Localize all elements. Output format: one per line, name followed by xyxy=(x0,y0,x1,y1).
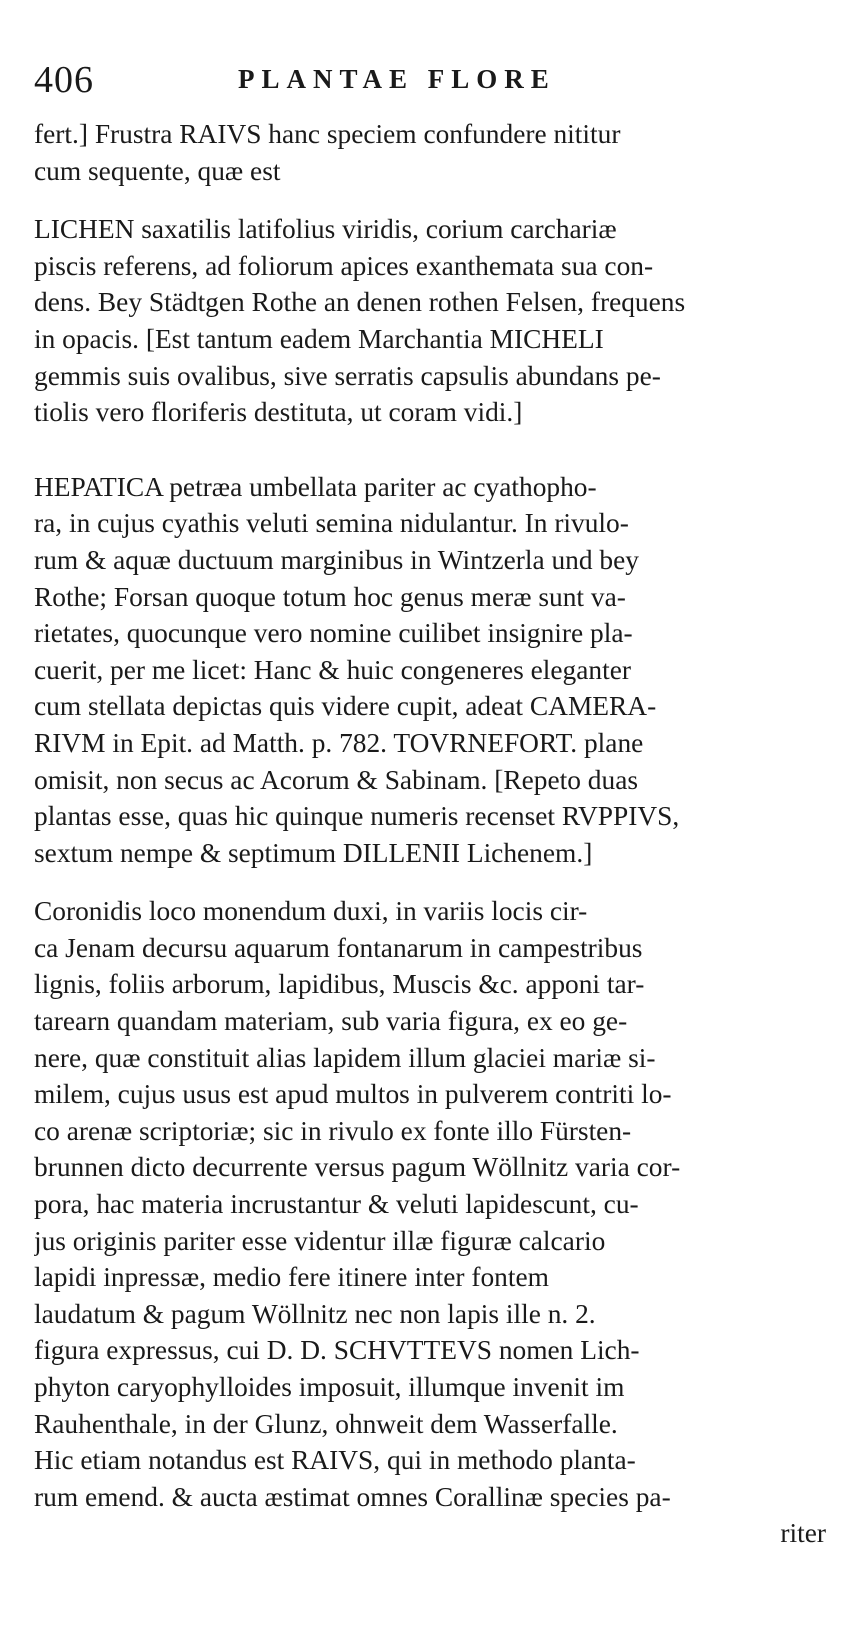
text-line: gemmis suis ovalibus, sive serratis capsulis abundans pe- xyxy=(34,360,661,391)
text-line: tarearn quandam materiam, sub varia figura, ex eo ge- xyxy=(34,1006,628,1037)
text-line: cum sequente, quæ est xyxy=(34,155,281,186)
running-head: PLANTAE FLORE xyxy=(238,64,556,94)
text-line: figura expressus, cui D. D. SCHVTTEVS nomen Lich- xyxy=(34,1335,640,1366)
text-line: Rothe; Forsan quoque totum hoc genus meræ sunt va- xyxy=(34,581,626,612)
text-line: RIVM in Epit. ad Matth. p. 782. TOVRNEFORT. plane xyxy=(34,727,644,758)
paragraph-lichen xyxy=(34,211,826,431)
text-line: Coronidis loco monendum duxi, in variis locis cir- xyxy=(34,896,588,927)
text-line: LICHEN saxatilis latifolius viridis, corium carchariæ xyxy=(34,214,617,245)
text-line: dens. Bey Städtgen Rothe an denen rothen Felsen, frequens xyxy=(34,287,686,318)
text-line: co arenæ scriptoriæ; sic in rivulo ex fonte illo Fürsten- xyxy=(34,1115,632,1146)
text-line: lignis, foliis arborum, lapidibus, Muscis &c. apponi tar- xyxy=(34,969,645,1000)
text-line: in opacis. [Est tantum eadem Marchantia MICHELI xyxy=(34,323,604,354)
paragraph-intro xyxy=(34,116,826,189)
text-line: rum & aquæ ductuum marginibus in Wintzerla und bey xyxy=(34,544,639,575)
text-line: milem, cujus usus est apud multos in pulverem contriti lo- xyxy=(34,1079,672,1110)
text-line: omisit, non secus ac Acorum & Sabinam. [Repeto duas xyxy=(34,764,639,795)
text-line: brunnen dicto decurrente versus pagum Wöllnitz varia cor- xyxy=(34,1152,681,1183)
text-line: Rauhenthale, in der Glunz, ohnweit dem Wasserfalle. xyxy=(34,1408,618,1439)
text-line: cuerit, per me licet: Hanc & huic congeneres eleganter xyxy=(34,654,631,685)
text-line: plantas esse, quas hic quinque numeris recenset RVPPIVS, xyxy=(34,801,680,832)
text-line: rietates, quocunque vero nomine cuilibet insignire pla- xyxy=(34,618,633,649)
text-line: tiolis vero floriferis destituta, ut coram vidi.] xyxy=(34,397,523,428)
text-line: phyton caryophylloides imposuit, illumque invenit im xyxy=(34,1372,625,1402)
page-header xyxy=(34,58,826,116)
text-line: rum emend. & aucta æstimat omnes Corallinæ species pa- xyxy=(34,1481,671,1512)
text-line: pora, hac materia incrustantur & veluti lapidescunt, cu- xyxy=(34,1189,639,1220)
text-line: Hic etiam notandus est RAIVS, qui in methodo planta- xyxy=(34,1445,636,1476)
text-line: laudatum & pagum Wöllnitz nec non lapis ille n. 2. xyxy=(34,1298,596,1329)
text-line: cum stellata depictas quis videre cupit, adeat CAMERA- xyxy=(34,691,657,722)
text-line: HEPATICA petræa umbellata pariter ac cyathopho- xyxy=(34,471,597,502)
text-line: fert.] Frustra RAIVS hanc speciem confundere nititur xyxy=(34,119,621,149)
text-line: lapidi inpressæ, medio fere itinere inter fontem xyxy=(34,1262,549,1293)
text-line: jus originis pariter esse videntur illæ figuræ calcario xyxy=(34,1225,606,1256)
text-line: ra, in cujus cyathis veluti semina nidulantur. In rivulo- xyxy=(34,508,629,539)
paragraph-coronidis xyxy=(34,893,826,1552)
text-line: piscis referens, ad foliorum apices exanthemata sua con- xyxy=(34,250,654,281)
text-line: ca Jenam decursu aquarum fontanarum in campestribus xyxy=(34,932,643,963)
catchword: riter xyxy=(780,1518,826,1549)
text-line: nere, quæ constituit alias lapidem illum glaciei mariæ si- xyxy=(34,1042,656,1073)
page-number: 406 xyxy=(34,59,94,101)
paragraph-hepatica xyxy=(34,469,826,872)
text-line: sextum nempe & septimum DILLENII Lichenem.] xyxy=(34,837,593,868)
